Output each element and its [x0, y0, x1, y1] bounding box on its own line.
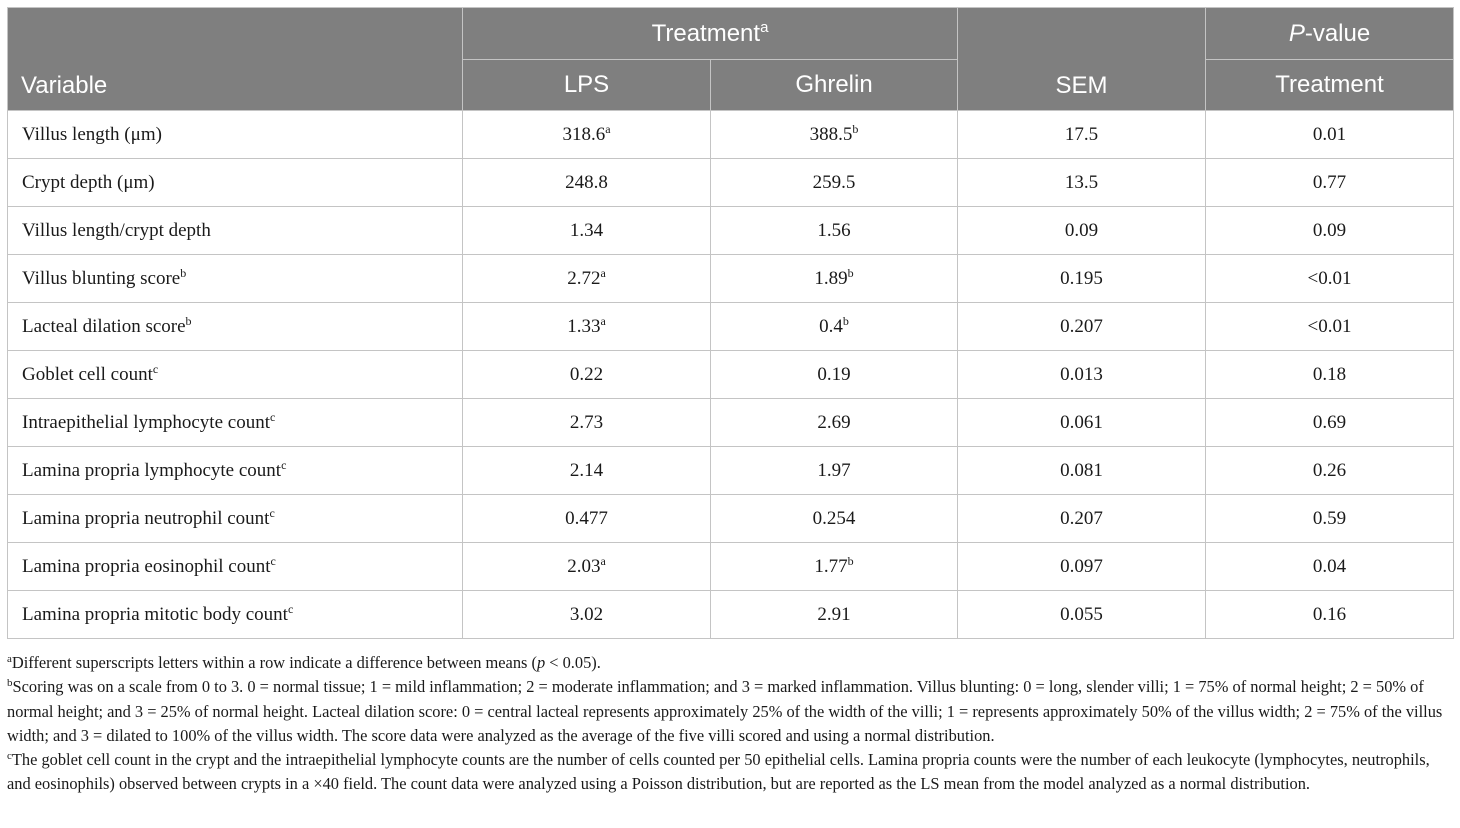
- lps-cell-value: 318.6: [562, 123, 606, 145]
- header-treatment-group: [463, 8, 958, 60]
- lps-cell: [463, 495, 711, 543]
- pvalue-cell-value: 0.18: [1312, 363, 1347, 385]
- ghrelin-cell: [711, 111, 958, 159]
- ghrelin-cell: [711, 495, 958, 543]
- variable-cell-superscript: c: [269, 409, 276, 424]
- pvalue-cell: [1206, 159, 1454, 207]
- lps-cell-value: 3.02: [569, 603, 604, 625]
- pvalue-cell: [1206, 303, 1454, 351]
- ghrelin-cell-value: 1.89: [814, 267, 848, 289]
- pvalue-cell-value: 0.04: [1312, 555, 1347, 577]
- sem-cell-value: 0.09: [1064, 219, 1099, 241]
- pvalue-cell-value: 0.26: [1312, 459, 1347, 481]
- sem-cell: [958, 447, 1206, 495]
- variable-cell-value: Lamina propria lymphocyte count: [22, 459, 282, 481]
- variable-cell: [8, 591, 463, 639]
- header-sem: SEM: [958, 8, 1206, 111]
- sem-cell-value: 0.013: [1060, 363, 1103, 385]
- header-treatment-sup: a: [760, 18, 769, 36]
- ghrelin-cell-value: 388.5: [809, 123, 853, 145]
- footnote-a-p: p: [536, 653, 546, 672]
- sem-cell-value: 0.195: [1060, 267, 1103, 289]
- footnote-a: [7, 651, 1455, 675]
- sem-cell-value: 0.207: [1060, 315, 1103, 337]
- ghrelin-cell-value: 1.97: [817, 459, 851, 481]
- lps-cell-superscript: a: [600, 265, 606, 280]
- variable-cell-value: Villus length (μm): [22, 123, 162, 145]
- lps-cell-value: 2.14: [569, 459, 604, 481]
- ghrelin-cell: [711, 255, 958, 303]
- pvalue-cell: [1206, 111, 1454, 159]
- footnote-a-mark: a: [7, 653, 12, 665]
- variable-cell-superscript: b: [180, 265, 187, 280]
- ghrelin-cell: [711, 591, 958, 639]
- ghrelin-cell-value: 0.254: [812, 507, 856, 529]
- table-row: [8, 447, 1454, 495]
- pvalue-cell-value: 0.01: [1312, 123, 1347, 145]
- footnote-c: [7, 748, 1455, 797]
- sem-cell-value: 17.5: [1064, 123, 1099, 145]
- sem-cell: [958, 207, 1206, 255]
- ghrelin-cell-superscript: b: [852, 121, 859, 136]
- variable-cell: [8, 159, 463, 207]
- header-treatment-label: Treatment: [651, 19, 761, 47]
- variable-cell-value: Crypt depth (μm): [22, 171, 155, 193]
- variable-cell-value: Intraepithelial lymphocyte count: [22, 411, 270, 433]
- sem-cell: [958, 399, 1206, 447]
- header-pvalue: [1206, 8, 1454, 60]
- variable-cell-value: Lamina propria mitotic body count: [22, 603, 288, 625]
- lps-cell-superscript: a: [605, 121, 611, 136]
- ghrelin-cell-superscript: b: [842, 313, 849, 328]
- footnote-a-text-2: < 0.05).: [545, 653, 601, 672]
- pvalue-cell: [1206, 447, 1454, 495]
- pvalue-cell: [1206, 543, 1454, 591]
- footnote-c-mark: c: [7, 750, 12, 763]
- table-row: [8, 207, 1454, 255]
- variable-cell: [8, 255, 463, 303]
- lps-cell: [463, 207, 711, 255]
- lps-cell-value: 1.33: [567, 315, 601, 337]
- ghrelin-cell-value: 1.56: [817, 219, 851, 241]
- variable-cell-superscript: c: [287, 601, 294, 616]
- footnote-b-text: Scoring was on a scale from 0 to 3. 0 = normal tissue; 1 = mild inflammation; 2 = moderate inflammation; and 3 = marked inflammation. Villus blunting: 0 = long, slender villi; 1 = 75% of normal height; 2 = 50% of normal height; and 3 = 25% of normal height. Lacteal dilation score: 0 = central lacteal represents approximately 25% of the width of the villi; 1 = represents approximately 50% of the villus width; 2 = 75% of the villus width; and 3 = dilated to 100% of the villus width. The score data were analyzed as the average of the five villi scored and using a normal distribution.: [7, 677, 1443, 745]
- pvalue-cell: [1206, 351, 1454, 399]
- lps-cell-superscript: a: [600, 313, 606, 328]
- lps-cell: [463, 111, 711, 159]
- sem-cell: [958, 159, 1206, 207]
- header-ghrelin: Ghrelin: [711, 60, 958, 111]
- pvalue-cell: [1206, 399, 1454, 447]
- ghrelin-cell: [711, 543, 958, 591]
- table-row: [8, 591, 1454, 639]
- sem-cell: [958, 255, 1206, 303]
- sem-cell-value: 0.055: [1060, 603, 1103, 625]
- footnote-a-text-1: Different superscripts letters within a row indicate a difference between means (: [11, 653, 537, 672]
- variable-cell: [8, 303, 463, 351]
- ghrelin-cell: [711, 351, 958, 399]
- sem-cell: [958, 591, 1206, 639]
- sem-cell-value: 0.061: [1060, 411, 1103, 433]
- variable-cell-value: Goblet cell count: [22, 363, 153, 385]
- variable-cell-superscript: c: [281, 457, 287, 472]
- variable-cell-superscript: c: [270, 553, 276, 568]
- lps-cell-value: 0.22: [569, 363, 604, 385]
- sem-cell: [958, 111, 1206, 159]
- table-row: [8, 399, 1454, 447]
- table-row: [8, 111, 1454, 159]
- lps-cell-value: 2.73: [569, 411, 604, 433]
- ghrelin-cell-superscript: b: [847, 265, 854, 280]
- table-row: [8, 159, 1454, 207]
- lps-cell: [463, 543, 711, 591]
- lps-cell: [463, 303, 711, 351]
- ghrelin-cell: [711, 159, 958, 207]
- variable-cell-value: Lamina propria neutrophil count: [22, 507, 270, 529]
- variable-cell-value: Lacteal dilation score: [22, 315, 186, 337]
- ghrelin-cell-superscript: b: [847, 553, 854, 568]
- ghrelin-cell-value: 0.19: [817, 363, 851, 385]
- ghrelin-cell: [711, 447, 958, 495]
- header-lps: LPS: [463, 60, 711, 111]
- results-table: [7, 7, 1454, 639]
- footnotes: [7, 651, 1455, 797]
- variable-cell: [8, 351, 463, 399]
- sem-cell-value: 0.097: [1060, 555, 1103, 577]
- table-row: [8, 543, 1454, 591]
- ghrelin-cell-value: 259.5: [812, 171, 856, 193]
- variable-cell-superscript: c: [152, 361, 159, 376]
- lps-cell-value: 2.72: [567, 267, 601, 289]
- lps-cell-value: 2.03: [567, 555, 601, 577]
- ghrelin-cell: [711, 303, 958, 351]
- footnote-b: [7, 675, 1455, 748]
- table-row: [8, 303, 1454, 351]
- variable-cell: [8, 495, 463, 543]
- pvalue-cell-value: 0.09: [1312, 219, 1347, 241]
- sem-cell: [958, 303, 1206, 351]
- variable-cell: [8, 207, 463, 255]
- variable-cell-superscript: b: [185, 313, 192, 328]
- header-pvalue-rest: -value: [1304, 19, 1371, 47]
- variable-cell: [8, 543, 463, 591]
- pvalue-cell-value: <0.01: [1307, 315, 1352, 337]
- sem-cell: [958, 495, 1206, 543]
- lps-cell-value: 1.34: [569, 219, 604, 241]
- ghrelin-cell: [711, 399, 958, 447]
- footnote-c-text: The goblet cell count in the crypt and the intraepithelial lymphocyte counts are the number of cells counted per 50 epithelial cells. Lamina propria counts were the number of each leukocyte (lymphocytes, neutrophils, and eosinophils) observed between crypts in a ×40 field. The count data were analyzed using a Poisson distribution, but are reported as the LS mean from the model analyzed as a normal distribution.: [7, 750, 1430, 794]
- table-row: [8, 351, 1454, 399]
- pvalue-cell-value: 0.59: [1312, 507, 1347, 529]
- lps-cell-value: 0.477: [565, 507, 608, 529]
- pvalue-cell-value: <0.01: [1307, 267, 1352, 289]
- sem-cell: [958, 543, 1206, 591]
- header-pvalue-p: P: [1288, 19, 1305, 47]
- lps-cell-superscript: a: [600, 553, 606, 568]
- variable-cell-superscript: c: [269, 505, 275, 520]
- sem-cell-value: 0.081: [1060, 459, 1103, 481]
- lps-cell: [463, 351, 711, 399]
- sem-cell: [958, 351, 1206, 399]
- header-pvalue-treatment: Treatment: [1206, 60, 1454, 111]
- lps-cell: [463, 447, 711, 495]
- pvalue-cell: [1206, 495, 1454, 543]
- pvalue-cell-value: 0.69: [1312, 411, 1347, 433]
- ghrelin-cell: [711, 207, 958, 255]
- lps-cell: [463, 591, 711, 639]
- lps-cell: [463, 159, 711, 207]
- pvalue-cell: [1206, 207, 1454, 255]
- variable-cell-value: Lamina propria eosinophil count: [22, 555, 271, 577]
- table-body: [8, 111, 1454, 639]
- header-variable: Variable: [8, 8, 463, 111]
- ghrelin-cell-value: 2.91: [817, 603, 851, 625]
- lps-cell: [463, 399, 711, 447]
- ghrelin-cell-value: 1.77: [814, 555, 848, 577]
- variable-cell: [8, 447, 463, 495]
- variable-cell-value: Villus length/crypt depth: [22, 219, 211, 241]
- table-row: [8, 495, 1454, 543]
- footnote-b-mark: b: [7, 677, 13, 690]
- sem-cell-value: 13.5: [1064, 171, 1099, 193]
- lps-cell-value: 248.8: [565, 171, 608, 193]
- pvalue-cell: [1206, 591, 1454, 639]
- variable-cell: [8, 111, 463, 159]
- ghrelin-cell-value: 0.4: [819, 315, 843, 337]
- sem-cell-value: 0.207: [1060, 507, 1103, 529]
- pvalue-cell-value: 0.77: [1312, 171, 1347, 193]
- pvalue-cell: [1206, 255, 1454, 303]
- table-row: [8, 255, 1454, 303]
- ghrelin-cell-value: 2.69: [817, 411, 851, 433]
- lps-cell: [463, 255, 711, 303]
- variable-cell-value: Villus blunting score: [22, 267, 181, 289]
- pvalue-cell-value: 0.16: [1312, 603, 1347, 625]
- variable-cell: [8, 399, 463, 447]
